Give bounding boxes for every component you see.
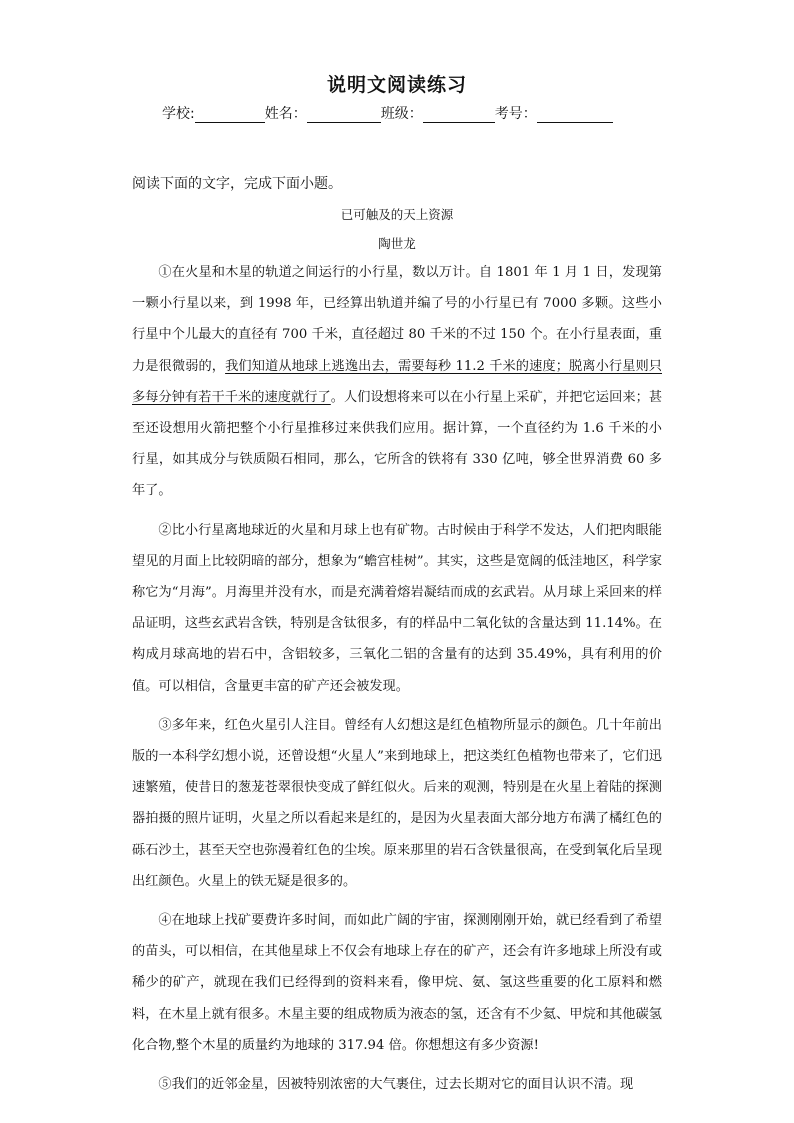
- paragraph-2: ②比小行星离地球近的火星和月球上也有矿物。古时候由于科学不发达，人们把肉眼能望见的月面上比较阴暗的部分，想象为“蟾宫桂树”。其实，这些是宽阔的低洼地区，科学家称它为“月海”。月海里并没有水，而是充满着熔岩凝结而成的玄武岩。从月球上采回来的样品证明，这些玄武岩含铁，特别是含钛很多，有的样品中二氧化钛的含量达到 11.14%。在构成月球高地的岩石中，含铝较多，三氧化二铝的含量有的达到 35.49%，具有利用的价值。可以相信，含量更丰富的矿产还会被发现。: [132, 522, 662, 694]
- paragraph-1-text-start: ①在火星和木星的轨道之间运行的小行星，数以万计。自 1801 年 1 月 1 日，发现第一颗小行星以来，到 1998 年，已经算出轨道并编了号的小行星已有 7000 多颗。这些小行星中个儿最大的直径有 700 千米，直径超过 80 千米的不过 150 个。在小行星表面，重力是很微弱的，: [132, 265, 662, 374]
- paragraph-1-text-end: 。人们设想将来可以在小行星上采矿，并把它运回来；甚至还设想用火箭把整个小行星推移过来供我们应用。据计算，一个直径约为 1.6 千米的小行星，如其成分与铁质陨石相同，那么，它所含的铁将有 330 亿吨，够全世界消费 60 多年了。: [132, 389, 663, 499]
- class-blank: [423, 108, 495, 123]
- class-label: 班级：: [380, 106, 423, 122]
- paragraph-3: ③多年来，红色火星引人注目。曾经有人幻想这是红色植物所显示的颜色。几十年前出版的一本科学幻想小说，还曾设想“火星人”来到地球上，把这类红色植物也带来了，它们迅速繁殖，使昔日的葱茏苍翠很快变成了鲜红似火。后来的观测，特别是在火星上着陆的探测器拍摄的照片证明，火星之所以看起来是红的，是因为火星表面大部分地方布满了橘红色的砾石沙土，甚至天空也弥漫着红色的尘埃。原来那里的岩石含铁量很高，在受到氧化后呈现出红颜色。火星上的铁无疑是很多的。: [132, 717, 662, 889]
- name-blank: [307, 108, 381, 123]
- underlined-sentence: 我们知道从地球上逃逸出去，需要每秒 11.2 千米的速度；脱离小行星则只多每分钟有若干千米的速度就行了: [132, 358, 662, 405]
- school-label: 学校:: [162, 106, 195, 122]
- instruction-text: 阅读下面的文字，完成下面小题。: [132, 176, 342, 192]
- exam-no-blank: [537, 108, 613, 123]
- student-info-line: [162, 103, 642, 123]
- paragraph-4: ④在地球上找矿要费许多时间，而如此广阔的宇宙，探测刚刚开始，就已经看到了希望的苗头，可以相信，在其他星球上不仅会有地球上存在的矿产，还会有许多地球上所没有或稀少的矿产，就现在我们已经得到的资料来看，像甲烷、氨、氢这些重要的化工原料和燃料，在木星上就有很多。木星主要的组成物质为液态的氢，还含有不少氦、甲烷和其他碳氢化合物,整个木星的质量约为地球的 317.94 倍。你想想这有多少资源!: [132, 913, 662, 1053]
- exam-no-label: 考号：: [494, 106, 537, 122]
- article-body: [132, 257, 662, 1108]
- article-author: 陶世龙: [378, 236, 416, 251]
- paragraph-5: ⑤我们的近邻金星，因被特别浓密的大气裹住，过去长期对它的面目认识不清。现: [158, 1077, 634, 1093]
- article-title: 已可触及的天上资源: [340, 207, 454, 222]
- page-title: 说明文阅读练习: [326, 74, 467, 96]
- school-blank: [195, 108, 265, 123]
- name-label: 姓名：: [264, 106, 307, 122]
- paragraph-1: [132, 257, 662, 507]
